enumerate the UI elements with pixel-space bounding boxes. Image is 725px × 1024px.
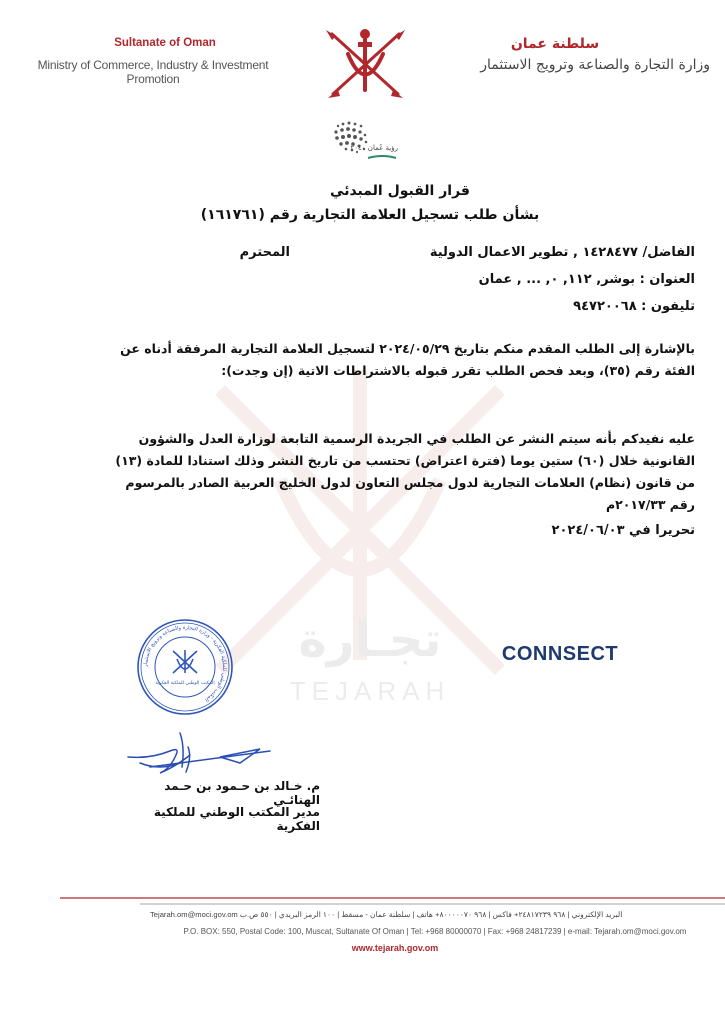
stamp-outer-text: المكتب الوطني للملكية الفكرية - وزارة التجارة والصناعة وترويج الاستثمار	[142, 624, 228, 703]
vision-logo-text: رؤية عُمان ٢٠٤٠	[350, 144, 398, 152]
watermark-tejarah-en: TEJARAH	[289, 676, 451, 706]
header-country-en: Sultanate of Oman	[114, 37, 216, 49]
connect-logo	[485, 639, 635, 667]
document-subtitle: بشأن طلب تسجيل العلامة التجارية رقم (١٦١٧٦١)	[200, 207, 540, 223]
header-ministry-en: Ministry of Commerce, Industry & Investment Promotion	[37, 58, 269, 86]
header-country-ar: سلطنة عمان	[510, 36, 600, 52]
body-paragraph-2: عليه نفيدكم بأنه سيتم النشر عن الطلب في الجريدة الرسمية التابعة لوزارة العدل والشؤون القانونية خلال (٦٠) ستين يوما (فترة اعتراض) تحتسب من تاريخ النشر وذلك استنادا للمادة (١٣) من قانون (نظام) العلامات التجارية لدول مجلس التعاون لدول الخليج العربية الصادر بالمرسوم رقم ٢٠١٧/٣٣م	[115, 431, 695, 512]
addressee-honorific: المحترم	[239, 245, 290, 260]
connect-logo-text: CONNSECT	[501, 643, 619, 665]
signatory-title: مدير المكتب الوطني للملكية الفكرية	[153, 805, 320, 833]
addressee-phone: تليفون : ٩٤٧٢٠٠٦٨	[573, 299, 695, 314]
footer-decorative-lines	[0, 892, 725, 908]
footer-arabic-contact: Tejarah.om@moci.gov.om البريد الإلكتروني | ٩٦٨ ٢٤٨١٧٢٣٩+ فاكس | ٩٦٨ ٨٠٠٠٠٠٧٠+ هاتف | سلطنة عمان - مسقط | ١٠٠ الرمز البريدي | ٥٥٠ ص.ب	[150, 910, 623, 919]
header-ministry-ar: وزارة التجارة والصناعة وترويج الاستثمار	[480, 57, 710, 73]
official-stamp	[135, 617, 235, 717]
document-title: قرار القبول المبدئي	[330, 183, 470, 199]
addressee-address: العنوان : بوشر, ١١٢, ٠, ... , عمان	[478, 272, 695, 287]
footer-website-link[interactable]: www.tejarah.gov.om	[351, 943, 439, 953]
body-paragraph-1: بالإشارة إلى الطلب المقدم منكم بتاريخ ٢٠٢٤/٠٥/٢٩ لتسجيل العلامة التجارية المرفقة أدناه عن الفئة رقم (٣٥)، وبعد فحص الطلب تقرر قبوله بالاشتراطات الاتية (إن وجدت):	[120, 341, 695, 378]
footer-english-contact: P.O. BOX: 550, Postal Code: 100, Muscat, Sultanate Of Oman | Tel: +968 80000070 | Fax: +968 24817239 | e-mail: Tejarah.om@moci.gov.om	[183, 927, 687, 936]
issue-date: تحريرا في ٢٠٢٤/٠٦/٠٣	[551, 523, 695, 538]
handwritten-signature	[120, 727, 280, 787]
oman-emblem-icon	[318, 20, 413, 105]
watermark-tejarah-ar: تجـارة	[298, 612, 442, 668]
signatory-name: م. خـالد بن حـمود بن حـمد الهنائـي	[164, 779, 320, 807]
stamp-inner-text: المكتب الوطني للملكية الفكرية	[155, 681, 215, 686]
oman-vision-logo	[328, 118, 403, 168]
addressee-name: الفاضل/ ١٤٢٨٤٧٧ , تطوير الاعمال الدولية	[429, 245, 695, 260]
